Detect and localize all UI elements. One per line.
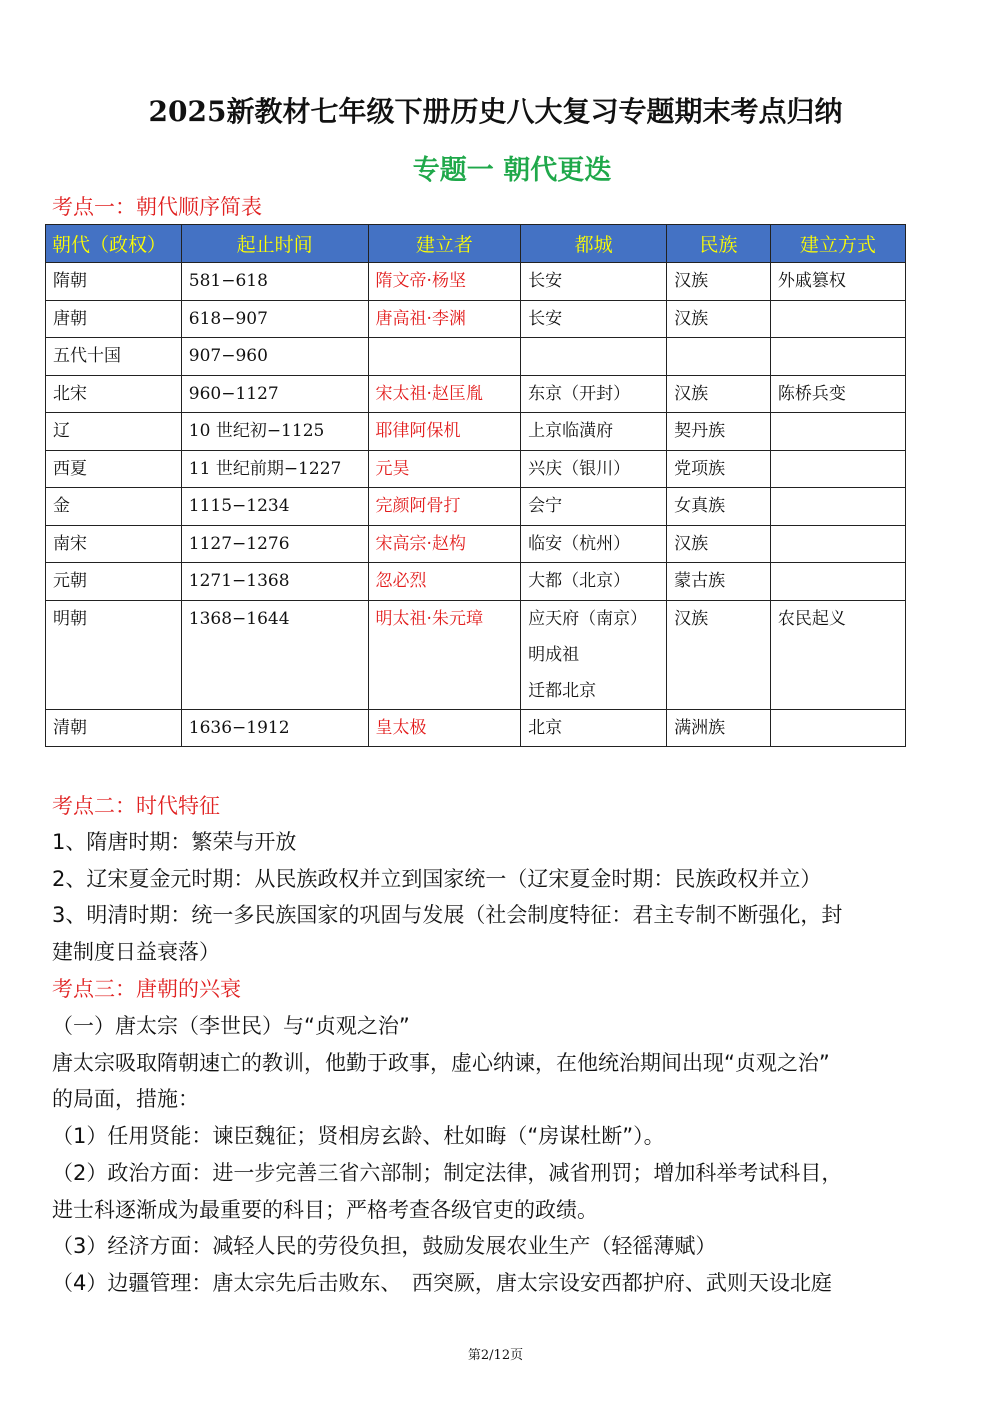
column-header: 民族 (667, 225, 771, 263)
table-cell: 581−618 (181, 263, 368, 301)
paragraph-line: 2、辽宋夏金元时期：从民族政权并立到国家统一（辽宋夏金时期：民族政权并立） (52, 866, 822, 891)
table-cell (521, 338, 667, 376)
table-row (46, 300, 906, 338)
table-cell: 应天府（南京） 明成祖 迁都北京 (521, 600, 667, 709)
column-header: 起止时间 (181, 225, 368, 263)
table-cell: 东京（开封） (521, 375, 667, 413)
table-row (46, 488, 906, 526)
dynasty-table (45, 224, 906, 747)
table-cell: 1115−1234 (181, 488, 368, 526)
topic-title: 专题一 朝代更迭 (412, 155, 612, 186)
table-cell: 960−1127 (181, 375, 368, 413)
paragraph-line: 1、隋唐时期：繁荣与开放 (52, 830, 297, 854)
table-cell: 蒙古族 (667, 563, 771, 601)
table-cell: 唐高祖·李渊 (368, 300, 521, 338)
table-cell (770, 709, 905, 747)
table-cell: 会宁 (521, 488, 667, 526)
table-cell: 大都（北京） (521, 563, 667, 601)
table-row (46, 338, 906, 376)
paragraph-line: （一）唐太宗（李世民）与“贞观之治” (52, 1014, 410, 1038)
table-row (46, 450, 906, 488)
table-cell: 汉族 (667, 300, 771, 338)
table-cell: 五代十国 (46, 338, 182, 376)
table-row (46, 563, 906, 601)
table-cell (770, 413, 905, 451)
page-number: 第2/12页 (467, 1348, 524, 1363)
table-cell: 女真族 (667, 488, 771, 526)
table-row (46, 413, 906, 451)
paragraph-line: 进士科逐渐成为最重要的科目；严格考查各级官吏的政绩。 (52, 1197, 598, 1222)
table-cell (770, 338, 905, 376)
section-heading-2: 考点二：时代特征 (52, 794, 220, 818)
table-cell: 宋高宗·赵构 (368, 525, 521, 563)
table-cell: 满洲族 (667, 709, 771, 747)
table-cell: 元昊 (368, 450, 521, 488)
table-cell: 汉族 (667, 263, 771, 301)
table-cell: 汉族 (667, 375, 771, 413)
table-cell: 1368−1644 (181, 600, 368, 709)
paragraph-line: 3、明清时期：统一多民族国家的巩固与发展（社会制度特征：君主专制不断强化，封 (52, 903, 843, 928)
table-row (46, 525, 906, 563)
table-cell: 长安 (521, 300, 667, 338)
table-cell (770, 488, 905, 526)
table-cell: 宋太祖·赵匡胤 (368, 375, 521, 413)
table-cell: 北宋 (46, 375, 182, 413)
table-cell: 隋朝 (46, 263, 182, 301)
column-header: 朝代（政权） (46, 225, 182, 263)
table-cell (770, 450, 905, 488)
table-cell: 汉族 (667, 600, 771, 709)
table-cell: 1636−1912 (181, 709, 368, 747)
table-cell: 农民起义 (770, 600, 905, 709)
table-cell: 北京 (521, 709, 667, 747)
table-cell: 唐朝 (46, 300, 182, 338)
table-cell: 907−960 (181, 338, 368, 376)
table-cell: 陈桥兵变 (770, 375, 905, 413)
table-cell: 1271−1368 (181, 563, 368, 601)
table-cell: 11 世纪前期−1227 (181, 450, 368, 488)
table-cell: 忽必烈 (368, 563, 521, 601)
paragraph-line: 的局面，措施： (52, 1087, 199, 1112)
column-header: 建立者 (368, 225, 521, 263)
table-cell (368, 338, 521, 376)
table-cell (770, 563, 905, 601)
table-row (46, 263, 906, 301)
paragraph-line: （1）任用贤能：谏臣魏征；贤相房玄龄、杜如晦（“房谋杜断”）。 (52, 1124, 665, 1149)
column-header: 建立方式 (770, 225, 905, 263)
paragraph-line: （3）经济方面：减轻人民的劳役负担，鼓励发展农业生产（轻徭薄赋） (52, 1234, 717, 1259)
table-cell (770, 300, 905, 338)
table-cell: 上京临潢府 (521, 413, 667, 451)
table-cell: 契丹族 (667, 413, 771, 451)
paragraph-line: （2）政治方面：进一步完善三省六部制；制定法律，减省刑罚；增加科举考试科目， (52, 1160, 843, 1185)
table-cell: 10 世纪初−1125 (181, 413, 368, 451)
table-cell: 皇太极 (368, 709, 521, 747)
table-cell: 汉族 (667, 525, 771, 563)
table-cell: 辽 (46, 413, 182, 451)
table-cell (667, 338, 771, 376)
table-cell: 兴庆（银川） (521, 450, 667, 488)
table-cell: 明太祖·朱元璋 (368, 600, 521, 709)
table-cell: 1127−1276 (181, 525, 368, 563)
table-row (46, 600, 906, 709)
table-cell: 清朝 (46, 709, 182, 747)
table-cell: 耶律阿保机 (368, 413, 521, 451)
page-title: 2025新教材七年级下册历史八大复习专题期末考点归纳 (148, 95, 843, 128)
table-cell: 临安（杭州） (521, 525, 667, 563)
table-cell: 金 (46, 488, 182, 526)
table-cell: 党项族 (667, 450, 771, 488)
table-row (46, 709, 906, 747)
paragraph-line: 建制度日益衰落） (52, 940, 220, 965)
table-row (46, 375, 906, 413)
section-heading-3: 考点三：唐朝的兴衰 (52, 977, 241, 1001)
column-header: 都城 (521, 225, 667, 263)
table-cell: 南宋 (46, 525, 182, 563)
table-cell: 西夏 (46, 450, 182, 488)
table-cell: 明朝 (46, 600, 182, 709)
table-cell: 元朝 (46, 563, 182, 601)
table-cell: 隋文帝·杨坚 (368, 263, 521, 301)
table-cell: 618−907 (181, 300, 368, 338)
section-heading-1: 考点一：朝代顺序简表 (52, 195, 262, 219)
paragraph-line: （4）边疆管理：唐太宗先后击败东、 西突厥，唐太宗设安西都护府、武则天设北庭 (52, 1270, 832, 1295)
paragraph-line: 唐太宗吸取隋朝速亡的教训，他勤于政事，虚心纳谏，在他统治期间出现“贞观之治” (52, 1050, 830, 1075)
table-cell (770, 525, 905, 563)
table-cell: 外戚篡权 (770, 263, 905, 301)
table-cell: 完颜阿骨打 (368, 488, 521, 526)
table-cell: 长安 (521, 263, 667, 301)
